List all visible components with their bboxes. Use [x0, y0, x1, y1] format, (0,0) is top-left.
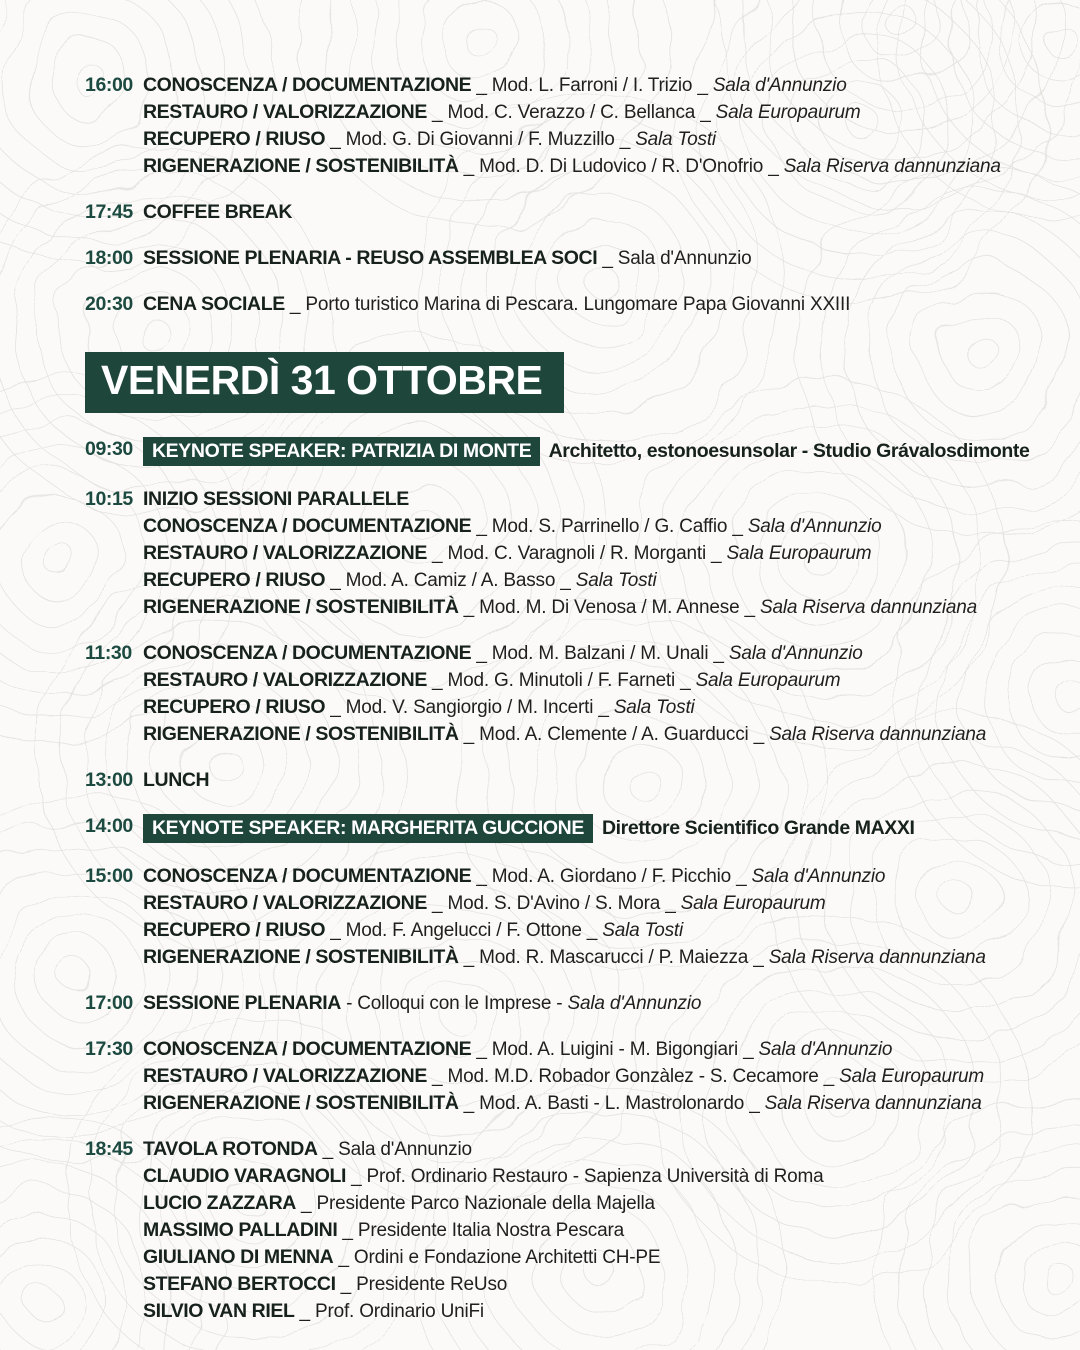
session-title: RESTAURO / VALORIZZAZIONE [143, 101, 427, 123]
session-title: CLAUDIO VARAGNOLI [143, 1165, 346, 1187]
session-title: SESSIONE PLENARIA [143, 992, 341, 1014]
schedule-entry [85, 436, 1030, 467]
session-line [143, 944, 1030, 971]
room-name: Sala Europaurum [839, 1066, 984, 1087]
session-detail: _ Mod. A. Clemente / A. Guarducci _ [458, 724, 770, 745]
session-detail: _ Mod. D. Di Ludovico / R. D'Onofrio _ [458, 156, 784, 177]
session-line [143, 245, 1030, 272]
session-line [143, 436, 1030, 467]
session-line [143, 99, 1030, 126]
room-name: Sala Riserva dannunziana [768, 947, 986, 968]
session-detail: _ Mod. R. Mascarucci / P. Maiezza _ [458, 947, 769, 968]
session-detail: _ Mod. G. Di Giovanni / F. Muzzillo _ [325, 129, 636, 150]
session-title: INIZIO SESSIONI PARALLELE [143, 488, 409, 510]
session-line [143, 990, 1030, 1017]
session-line [143, 640, 1030, 667]
session-line [143, 594, 1030, 621]
room-name: Sala Europaurum [680, 893, 826, 914]
session-detail: _ Mod. M. Di Venosa / M. Annese _ [458, 597, 760, 618]
session-title: CENA SOCIALE [143, 293, 285, 315]
room-name: Sala d'Annunzio [751, 866, 886, 887]
session-line [143, 1063, 1030, 1090]
time-label: 17:30 [85, 1038, 133, 1060]
time-label: 11:30 [85, 642, 132, 664]
session-detail: _ Presidente Parco Nazionale della Majella [295, 1193, 655, 1214]
time-label: 18:45 [85, 1138, 133, 1160]
time-label: 15:00 [85, 865, 133, 887]
session-title: TAVOLA ROTONDA [143, 1138, 318, 1160]
session-line [143, 199, 1030, 226]
schedule-entry [85, 640, 1030, 748]
session-line [143, 813, 1030, 844]
session-line [143, 1190, 1030, 1217]
session-title: RESTAURO / VALORIZZAZIONE [143, 542, 427, 564]
session-lines [143, 291, 1030, 318]
session-title: RECUPERO / RIUSO [143, 569, 326, 591]
session-detail: _ Mod. F. Angelucci / F. Ottone _ [325, 920, 603, 941]
session-title: CONOSCENZA / DOCUMENTAZIONE [143, 642, 472, 664]
session-lines [143, 245, 1030, 272]
session-line [143, 667, 1030, 694]
room-name: Sala d'Annunzio [712, 75, 847, 96]
room-name: Sala Riserva dannunziana [769, 724, 987, 745]
room-name: Sala Tosti [613, 697, 695, 718]
keynote-highlight: KEYNOTE SPEAKER: MARGHERITA GUCCIONE [143, 814, 593, 843]
session-lines [143, 72, 1030, 180]
session-title: RECUPERO / RIUSO [143, 128, 326, 150]
session-detail: _ Prof. Ordinario Restauro - Sapienza Università di Roma [346, 1166, 824, 1187]
session-detail: _ Mod. M. Balzani / M. Unali _ [471, 643, 729, 664]
session-line [143, 721, 1030, 748]
session-lines [143, 767, 1030, 794]
schedule-entry [85, 990, 1030, 1017]
room-name: Sala Europaurum [726, 543, 872, 564]
time-label: 10:15 [85, 488, 133, 510]
session-detail: _ Mod. G. Minutoli / F. Farneti _ [426, 670, 696, 691]
session-title: GIULIANO DI MENNA [143, 1246, 334, 1268]
session-detail: _ Mod. S. Parrinello / G. Caffio _ [471, 516, 748, 537]
session-detail: _ Mod. A. Giordano / F. Picchio _ [471, 866, 752, 887]
session-title: CONOSCENZA / DOCUMENTAZIONE [143, 74, 472, 96]
session-title: MASSIMO PALLADINI [143, 1219, 338, 1241]
session-line [143, 767, 1030, 794]
session-line [143, 917, 1030, 944]
session-line [143, 567, 1030, 594]
room-name: Sala d'Annunzio [758, 1039, 893, 1060]
session-detail: _ Mod. A. Luigini - M. Bigongiari _ [471, 1039, 759, 1060]
room-name: Sala Riserva dannunziana [764, 1093, 982, 1114]
time-label: 20:30 [85, 293, 133, 315]
time-label: 17:45 [85, 201, 133, 223]
schedule-entry [85, 813, 1030, 844]
session-title: RESTAURO / VALORIZZAZIONE [143, 669, 427, 691]
session-detail: _ Presidente Italia Nostra Pescara [337, 1220, 624, 1241]
session-line [143, 1036, 1030, 1063]
room-name: Sala Europaurum [695, 670, 841, 691]
time-label: 13:00 [85, 769, 133, 791]
time-label: 14:00 [85, 815, 133, 837]
session-lines [143, 199, 1030, 226]
session-line [143, 890, 1030, 917]
schedule-section-evening [85, 72, 1030, 318]
session-title: CONOSCENZA / DOCUMENTAZIONE [143, 515, 472, 537]
room-name: Sala d'Annunzio [747, 516, 882, 537]
session-line [143, 153, 1030, 180]
session-line [143, 291, 1030, 318]
session-lines [143, 436, 1030, 467]
schedule-entry [85, 1036, 1030, 1117]
session-detail: _ Mod. L. Farroni / I. Trizio _ [471, 75, 713, 96]
time-label: 18:00 [85, 247, 133, 269]
session-title: CONOSCENZA / DOCUMENTAZIONE [143, 1038, 472, 1060]
session-lines [143, 1136, 1030, 1325]
session-line [143, 540, 1030, 567]
session-title: RIGENERAZIONE / SOSTENIBILITÀ [143, 1092, 459, 1114]
session-title: RIGENERAZIONE / SOSTENIBILITÀ [143, 155, 459, 177]
session-detail: _ Mod. V. Sangiorgio / M. Incerti _ [325, 697, 614, 718]
session-line [143, 1090, 1030, 1117]
session-title: RIGENERAZIONE / SOSTENIBILITÀ [143, 723, 459, 745]
session-lines [143, 486, 1030, 621]
session-lines [143, 640, 1030, 748]
room-name: Sala d'Annunzio [728, 643, 863, 664]
session-lines [143, 863, 1030, 971]
session-line [143, 863, 1030, 890]
room-name: Sala Europaurum [715, 102, 861, 123]
time-label: 17:00 [85, 992, 133, 1014]
session-line [143, 513, 1030, 540]
session-title: RIGENERAZIONE / SOSTENIBILITÀ [143, 596, 459, 618]
session-line [143, 1217, 1030, 1244]
schedule-entry [85, 72, 1030, 180]
session-detail: _ Mod. A. Camiz / A. Basso _ [325, 570, 576, 591]
session-detail: _ Sala d'Annunzio [317, 1139, 472, 1160]
room-name: Sala Riserva dannunziana [783, 156, 1001, 177]
session-lines [143, 1036, 1030, 1117]
schedule-section-friday [85, 436, 1030, 1325]
schedule-entry [85, 291, 1030, 318]
session-detail: _ Mod. C. Verazzo / C. Bellanca _ [426, 102, 716, 123]
session-title: Architetto, estonoesunsolar - Studio Grávalosdimonte [544, 440, 1030, 462]
room-name: Sala Tosti [575, 570, 657, 591]
room-name: Sala Riserva dannunziana [759, 597, 977, 618]
session-title: LUCIO ZAZZARA [143, 1192, 296, 1214]
session-detail: _ Prof. Ordinario UniFi [294, 1301, 484, 1322]
room-name: Sala d'Annunzio [567, 993, 702, 1014]
day-header [85, 352, 564, 413]
session-title: SILVIO VAN RIEL [143, 1300, 295, 1322]
schedule-entry [85, 1136, 1030, 1325]
session-title: COFFEE BREAK [143, 201, 293, 223]
session-detail: _ Mod. C. Varagnoli / R. Morganti _ [426, 543, 727, 564]
session-line [143, 1136, 1030, 1163]
session-detail: _ Mod. S. D'Avino / S. Mora _ [426, 893, 681, 914]
program-content [85, 72, 1030, 1344]
session-line [143, 1163, 1030, 1190]
schedule-entry [85, 486, 1030, 621]
session-line [143, 1271, 1030, 1298]
room-name: Sala Tosti [602, 920, 683, 941]
room-name: Sala Tosti [635, 129, 716, 150]
session-title: Direttore Scientifico Grande MAXXI [596, 817, 915, 839]
session-title: RECUPERO / RIUSO [143, 919, 326, 941]
schedule-entry [85, 863, 1030, 971]
session-title: RECUPERO / RIUSO [143, 696, 326, 718]
session-line [143, 1244, 1030, 1271]
session-detail: _ Porto turistico Marina di Pescara. Lungomare Papa Giovanni XXIII [284, 294, 851, 315]
schedule-entry [85, 245, 1030, 272]
time-label: 09:30 [85, 438, 133, 460]
session-title: SESSIONE PLENARIA - REUSO ASSEMBLEA SOCI [143, 247, 598, 269]
session-line [143, 72, 1030, 99]
session-detail: _ Mod. M.D. Robador Gonzàlez - S. Cecamore _ [426, 1066, 840, 1087]
session-title: RESTAURO / VALORIZZAZIONE [143, 892, 427, 914]
time-label: 16:00 [85, 74, 133, 96]
session-line [143, 486, 1030, 513]
session-line [143, 126, 1030, 153]
session-detail: - Colloqui con le Imprese - [341, 993, 568, 1014]
session-detail: _ Sala d'Annunzio [597, 248, 752, 269]
session-detail: _ Presidente ReUso [335, 1274, 508, 1295]
schedule-entry [85, 199, 1030, 226]
session-title: CONOSCENZA / DOCUMENTAZIONE [143, 865, 472, 887]
session-title: RESTAURO / VALORIZZAZIONE [143, 1065, 427, 1087]
day-header-label: VENERDÌ 31 OTTOBRE [101, 357, 543, 403]
session-line [143, 1298, 1030, 1325]
schedule-entry [85, 767, 1030, 794]
session-line [143, 694, 1030, 721]
session-lines [143, 990, 1030, 1017]
session-detail: _ Ordini e Fondazione Architetti CH-PE [333, 1247, 661, 1268]
session-detail: _ Mod. A. Basti - L. Mastrolonardo _ [458, 1093, 765, 1114]
session-lines [143, 813, 1030, 844]
session-title: LUNCH [143, 769, 210, 791]
keynote-highlight: KEYNOTE SPEAKER: PATRIZIA DI MONTE [143, 437, 540, 466]
session-title: RIGENERAZIONE / SOSTENIBILITÀ [143, 946, 459, 968]
session-title: STEFANO BERTOCCI [143, 1273, 336, 1295]
